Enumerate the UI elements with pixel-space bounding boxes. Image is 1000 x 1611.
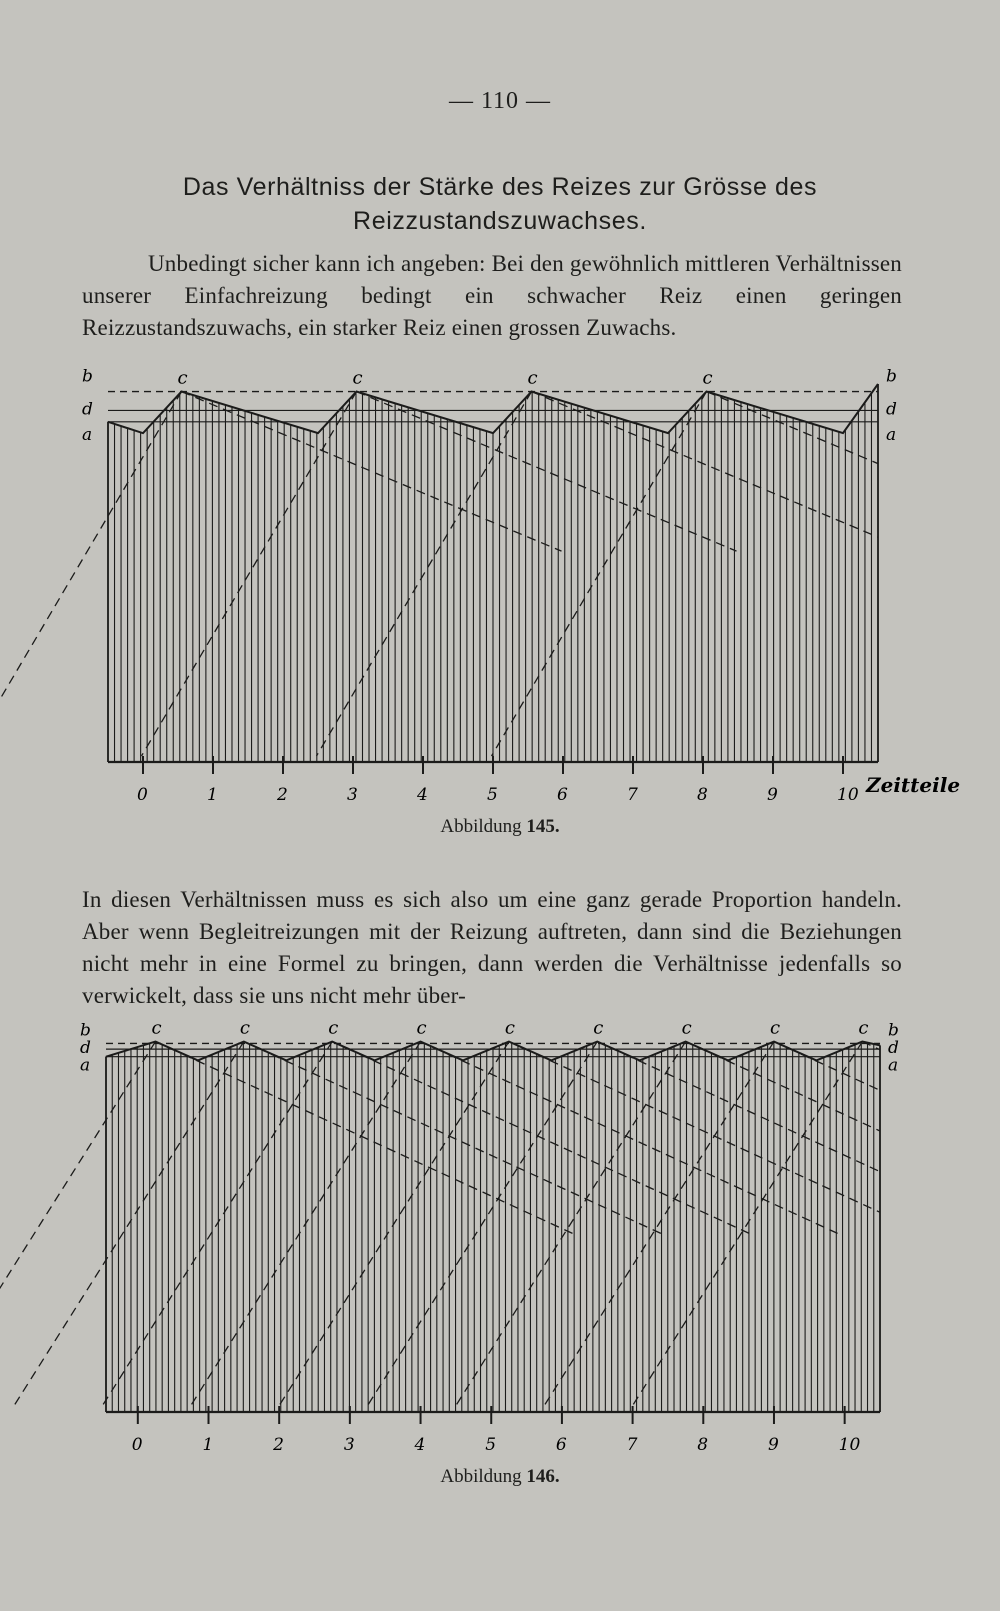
peak-label: c <box>328 1017 339 1039</box>
paragraph-2: In diesen Verhältnissen muss es sich also um eine ganz gerade Proportion handeln. Aber wenn Begleitreizungen mit der Reizung auftreten, dann sind die Beziehungen nicht mehr in eine Formel zu bringen, dann werden die Verhältnisse jedenfalls so verwickelt, dass sie uns nicht mehr über- <box>82 887 902 1008</box>
hatch-lines <box>108 384 878 762</box>
x-tick-label: 5 <box>487 785 498 805</box>
rise-curve <box>14 1042 244 1406</box>
line-label-right: b <box>888 1020 899 1041</box>
figure-146-caption-prefix: Abbildung <box>440 1466 522 1487</box>
line-label-left: a <box>82 424 93 445</box>
figure-145-caption <box>0 816 1000 838</box>
peak-label: c <box>239 1017 250 1039</box>
figure-145 <box>0 366 1000 824</box>
axis-unit-label: Zeitteile <box>866 773 961 797</box>
line-label-left: a <box>80 1055 91 1076</box>
x-tick-label: 2 <box>277 785 288 805</box>
x-tick-label: 4 <box>417 785 428 805</box>
x-tick-label: 5 <box>485 1435 497 1455</box>
x-tick-label: 1 <box>207 785 218 805</box>
rise-curve <box>0 392 182 756</box>
rise-curve <box>632 1042 862 1406</box>
rise-curve <box>367 1042 597 1406</box>
decay-curve <box>332 1042 752 1235</box>
x-tick-label: 0 <box>131 1435 143 1455</box>
line-label-right: d <box>888 1038 899 1059</box>
x-tick-label: 10 <box>838 1435 861 1455</box>
decay-curve <box>244 1042 664 1235</box>
x-tick-label: 3 <box>347 785 358 805</box>
peak-label: c <box>527 367 538 389</box>
x-tick-label: 7 <box>627 785 638 805</box>
peak-label: c <box>416 1017 427 1039</box>
line-label-right: a <box>886 424 897 445</box>
paragraph-1: Unbedingt sicher kann ich angeben: Bei den gewöhnlich mittleren Verhältnissen unserer Einfachreizung bedingt ein schwacher Reiz einen geringen Reizzustandszuwachs, ein starker Reiz einen grossen Zuwachs. <box>82 251 902 340</box>
peak-label: c <box>593 1017 604 1039</box>
section-heading: Das Verhältniss der Stärke des Reizes zur Grösse des Reizzustandszuwachses. <box>182 173 818 235</box>
decay-curve <box>686 1042 880 1131</box>
peak-label: c <box>858 1017 869 1039</box>
peak-label: c <box>352 367 363 389</box>
peak-label: c <box>177 367 188 389</box>
x-tick-label: 0 <box>137 785 148 805</box>
figure-145-caption-number: 145. <box>526 816 560 837</box>
line-label-right: d <box>886 399 897 420</box>
line-label-right: a <box>888 1055 899 1076</box>
x-tick-label: 6 <box>557 785 568 805</box>
figure-146-caption-number: 146. <box>526 1466 560 1487</box>
peak-label: c <box>681 1017 692 1039</box>
x-tick-label: 9 <box>767 1435 779 1455</box>
dashed-curves <box>0 1042 880 1406</box>
x-tick-label: 3 <box>343 1435 355 1455</box>
line-label-left: b <box>80 1020 91 1041</box>
peak-label: c <box>151 1017 162 1039</box>
x-tick-label: 1 <box>202 1435 214 1455</box>
x-tick-label: 8 <box>697 1435 709 1455</box>
x-tick-label: 10 <box>837 785 859 805</box>
x-tick-label: 4 <box>414 1435 426 1455</box>
x-tick-label: 6 <box>555 1435 567 1455</box>
rise-curve <box>456 1042 686 1406</box>
decay-curve <box>597 1042 880 1172</box>
x-tick-label: 8 <box>697 785 708 805</box>
figure-146 <box>0 1017 1000 1494</box>
hatch-lines <box>106 1042 880 1412</box>
line-label-left: b <box>82 366 93 387</box>
decay-curve <box>357 392 737 552</box>
x-tick-label: 9 <box>767 785 778 805</box>
peak-label: c <box>504 1017 515 1039</box>
rise-curve <box>0 1042 155 1406</box>
x-tick-label: 7 <box>626 1435 638 1455</box>
line-label-right: b <box>886 366 897 387</box>
rise-curve <box>544 1042 774 1406</box>
rise-curve <box>492 392 707 756</box>
line-label-left: d <box>80 1038 91 1059</box>
peak-label: c <box>702 367 713 389</box>
page-number: — 110 — <box>448 88 552 114</box>
figure-146-caption <box>0 1466 1000 1488</box>
line-label-left: d <box>82 399 93 420</box>
peak-label: c <box>769 1017 781 1039</box>
x-tick-label: 2 <box>273 1435 285 1455</box>
dashed-curves <box>0 392 878 756</box>
figure-145-caption-prefix: Abbildung <box>440 816 522 837</box>
